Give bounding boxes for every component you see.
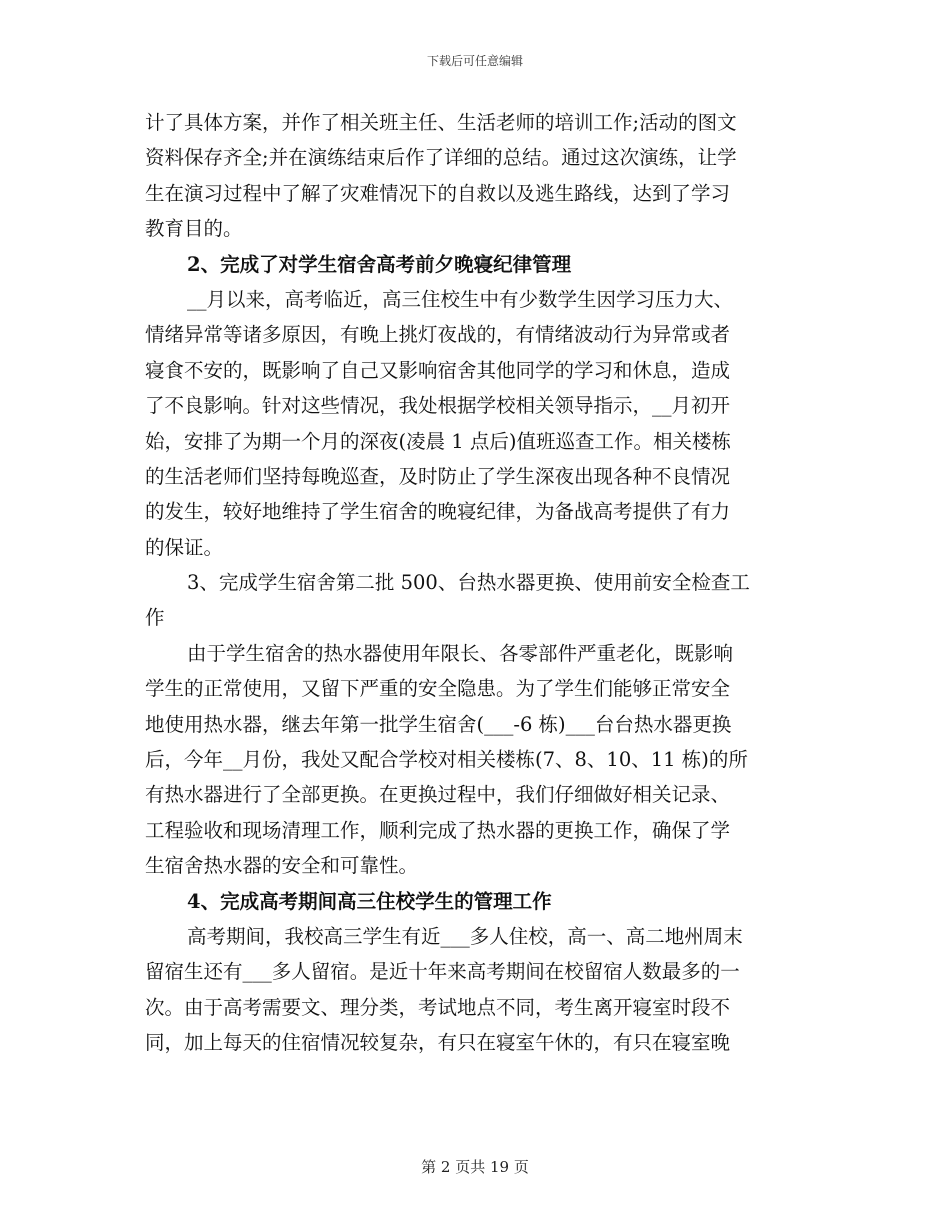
- text-line: 由于学生宿舍的热水器使用年限长、各零部件严重老化，既影响: [187, 641, 734, 665]
- text-line: 地使用热水器，继去年第一批学生宿舍(___-6 栋)___台台热水器更换: [145, 712, 732, 736]
- text-line: 生宿舍热水器的安全和可靠性。: [145, 854, 419, 878]
- text-line: 的生活老师们坚持每晚巡查，及时防止了学生深夜出现各种不良情况: [145, 464, 731, 488]
- text-line: 3、完成学生宿舍第二批 500、台热水器更换、使用前安全检查工: [187, 571, 750, 595]
- text-line: 留宿生还有___多人留宿。是近十年来高考期间在校留宿人数最多的一: [145, 960, 740, 984]
- text-line: 教育目的。: [145, 217, 243, 241]
- text-line: 计了具体方案，并作了相关班主任、生活老师的培训工作;活动的图文: [145, 111, 737, 134]
- text-line: __月以来，高考临近，高三住校生中有少数学生因学习压力大、: [187, 287, 734, 311]
- text-line: 作: [145, 606, 165, 630]
- text-line: 生在演习过程中了解了灾难情况下的自救以及逃生路线，达到了学习: [145, 181, 731, 205]
- text-line: 后，今年__月份，我处又配合学校对相关楼栋(7、8、10、11 栋)的所: [145, 748, 748, 772]
- text-line: 有热水器进行了全部更换。在更换过程中，我们仔细做好相关记录、: [145, 783, 731, 807]
- text-line: 次。由于高考需要文、理分类，考试地点不同，考生离开寝室时段不: [145, 995, 731, 1019]
- page-footer: 第 2 页共 19 页: [421, 1158, 529, 1176]
- section-heading-line: 2、完成了对学生宿舍高考前夕晚寝纪律管理: [187, 252, 572, 276]
- text-line: 学生的正常使用，又留下严重的安全隐患。为了学生们能够正常安全: [145, 677, 731, 701]
- text-line: 资料保存齐全;并在演练结束后作了详细的总结。通过这次演练，让学: [145, 146, 737, 170]
- text-line: 的发生，较好地维持了学生宿舍的晚寝纪律，为备战高考提供了有力: [145, 500, 731, 524]
- text-line: 始，安排了为期一个月的深夜(凌晨 1 点后)值班巡查工作。相关楼栋: [145, 429, 732, 453]
- text-line: 高考期间，我校高三学生有近___多人住校，高一、高二地州周末: [187, 924, 743, 948]
- text-line: 情绪异常等诸多原因，有晚上挑灯夜战的，有情绪波动行为异常或者: [145, 323, 731, 347]
- text-line: 工程验收和现场清理工作，顺利完成了热水器的更换工作，确保了学: [145, 818, 731, 842]
- text-line: 同，加上每天的住宿情况较复杂，有只在寝室午休的，有只在寝室晚: [145, 1031, 731, 1055]
- page-header: 下载后可任意编辑: [426, 54, 523, 68]
- text-line: 寝食不安的，既影响了自己又影响宿舍其他同学的学习和休息，造成: [145, 358, 731, 382]
- document-body: [145, 105, 805, 1061]
- text-line: 的保证。: [145, 535, 224, 559]
- text-line: 了不良影响。针对这些情况，我处根据学校相关领导指示，__月初开: [145, 394, 731, 418]
- section-heading-line: 4、完成高考期间高三住校学生的管理工作: [187, 889, 552, 913]
